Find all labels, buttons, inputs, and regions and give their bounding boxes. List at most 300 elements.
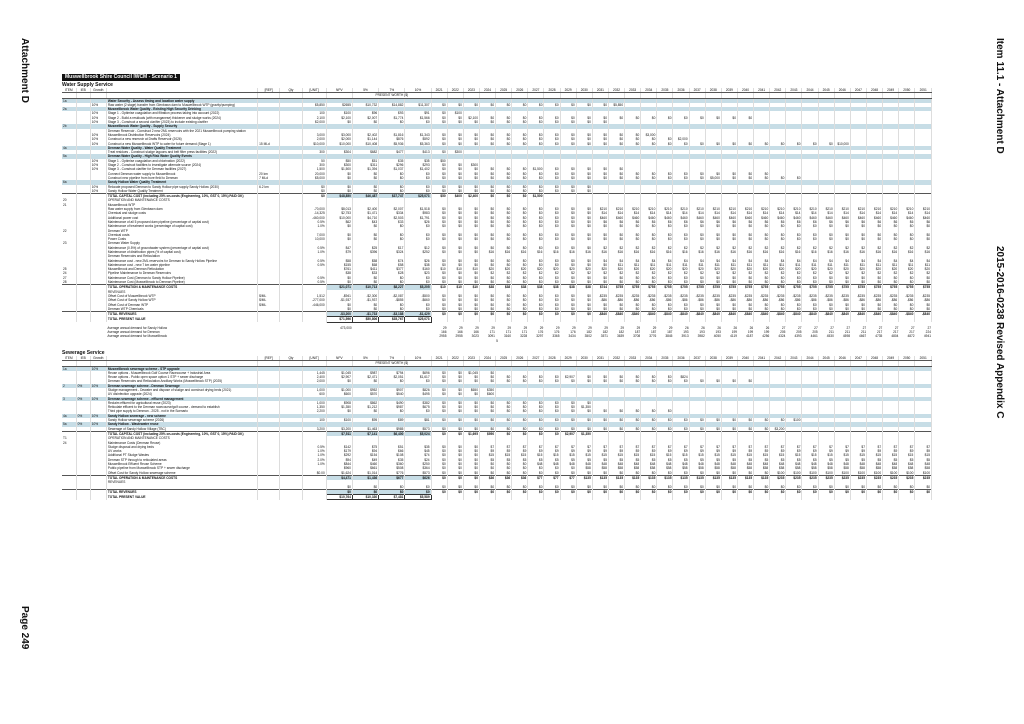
average-year-value: 27: [781, 325, 786, 330]
year-value-cell: $0: [866, 237, 882, 241]
description-cell: Denman sewerage scheme - Denman Sewerage: [106, 384, 257, 388]
description-cell: Chemical costs: [106, 233, 257, 237]
pv3-cell: $35: [379, 159, 405, 163]
year-value-cell: $0: [673, 172, 689, 176]
year-value-cell: $7: [625, 445, 641, 449]
year-value-cell: $0: [463, 471, 479, 476]
average-qty: 473,000: [340, 325, 352, 330]
year-value-cell: $0: [866, 280, 882, 285]
year-value-cell: $0: [512, 489, 528, 494]
year-value-cell: $0: [479, 137, 495, 141]
year-value-cell: $0: [689, 418, 705, 422]
year-value-cell: $0: [479, 485, 495, 490]
ref-cell: $/ML: [258, 303, 280, 307]
year-value-cell: $100: [447, 111, 463, 115]
year-value-cell: $460: [802, 216, 818, 220]
year-value-cell: [737, 317, 753, 322]
item-cell: 2a: [62, 107, 76, 111]
year-value-cell: $1,045: [463, 371, 479, 375]
year-value-cell: $755: [737, 285, 753, 290]
average-year-value: 3091: [487, 334, 495, 339]
year-value-cell: $0: [447, 298, 463, 302]
description-cell: Maintenance Cost (Denman to Sandy Hollow Pipeline): [106, 276, 257, 280]
year-value-cell: $0: [544, 307, 560, 312]
year-value-cell: $20: [899, 267, 915, 271]
pv1-cell: $2,907: [326, 375, 352, 379]
pv4-cell: $573: [405, 427, 431, 432]
pv2-cell: $10,330: [352, 495, 378, 500]
year-value-cell: $0: [496, 409, 512, 413]
year-value-cell: $0: [608, 418, 624, 422]
npv-cell: -460,000: [302, 216, 326, 220]
year-value-cell: $9: [818, 449, 834, 453]
year-value-cell: $0: [431, 216, 447, 220]
year-value-cell: $0: [447, 375, 463, 379]
year-value-cell: $0: [576, 189, 592, 194]
year-value-cell: $135: [754, 475, 770, 480]
year-header: 2029: [560, 88, 576, 93]
col-pv1-header: 5%: [352, 88, 378, 93]
year-value-cell: $9: [608, 449, 624, 453]
year-value-cell: $0: [496, 194, 512, 199]
year-value-cell: $20: [528, 267, 544, 271]
year-value-cell: $0: [625, 116, 641, 120]
year-value-cell: $10: [463, 285, 479, 290]
year-value-cell: $210: [899, 207, 915, 211]
year-value-cell: $0: [431, 489, 447, 494]
average-year-value: 171: [489, 330, 495, 335]
year-value-cell: $2: [866, 246, 882, 250]
year-value-cell: $0: [915, 280, 932, 285]
year-value-cell: -$840: [834, 312, 850, 317]
year-value-cell: $0: [560, 466, 576, 470]
year-value-cell: $5: [705, 458, 721, 462]
year-value-cell: $10: [431, 267, 447, 271]
item-cell: 2b: [62, 124, 76, 128]
year-value-cell: $6: [866, 220, 882, 224]
year-value-cell: [705, 317, 721, 322]
year-value-cell: $15: [899, 453, 915, 457]
year-value-cell: $0: [512, 133, 528, 137]
year-value-cell: $0: [512, 167, 528, 171]
average-year-value: 193: [699, 330, 705, 335]
year-value-cell: $0: [479, 142, 495, 146]
year-value-cell: -$86: [770, 298, 786, 302]
year-value-cell: $5: [560, 458, 576, 462]
year-value-cell: $135: [625, 475, 641, 480]
year-value-cell: $0: [528, 401, 544, 405]
growth-cell: 10%: [90, 397, 106, 401]
year-value-cell: $0: [850, 307, 866, 312]
year-header: 2023: [463, 88, 479, 93]
year-value-cell: $16: [576, 250, 592, 254]
year-value-cell: $48: [689, 462, 705, 466]
year-value-cell: $0: [576, 485, 592, 490]
year-value-cell: $0: [512, 194, 528, 199]
year-value-cell: $0: [560, 103, 576, 107]
year-value-cell: -$86: [705, 298, 721, 302]
year-value-cell: $0: [657, 276, 673, 280]
year-value-cell: $100: [899, 471, 915, 476]
year-value-cell: $0: [560, 379, 576, 383]
year-value-cell: $0: [512, 298, 528, 302]
year-value-cell: -$86: [754, 298, 770, 302]
col-unit-header: [UNIT]: [302, 88, 326, 93]
pv4-cell: $293: [405, 163, 431, 167]
year-value-cell: $0: [496, 167, 512, 171]
pv4-cell: $0: [405, 172, 431, 176]
year-value-cell: $0: [673, 427, 689, 432]
year-value-cell: $14: [721, 211, 737, 215]
year-value-cell: $0: [721, 418, 737, 422]
pv1-cell: $7,511: [326, 431, 352, 436]
year-value-cell: $135: [673, 475, 689, 480]
year-value-cell: [479, 317, 495, 322]
year-value-cell: $0: [512, 142, 528, 146]
year-value-cell: $11: [641, 263, 657, 267]
year-value-cell: $15: [496, 453, 512, 457]
year-value-cell: $0: [528, 189, 544, 194]
year-value-cell: $20: [689, 267, 705, 271]
year-value-cell: $0: [463, 246, 479, 250]
year-value-cell: $15: [512, 453, 528, 457]
average-year-value: 29: [620, 325, 625, 330]
year-value-cell: $9: [802, 449, 818, 453]
average-year-value: 211: [844, 330, 850, 335]
year-value-cell: $0: [592, 224, 608, 228]
year-value-cell: $0: [431, 401, 447, 405]
year-value-cell: $0: [883, 303, 899, 307]
year-value-cell: -$86: [641, 298, 657, 302]
year-value-cell: $0: [802, 224, 818, 228]
year-value-cell: $0: [431, 392, 447, 396]
year-value-cell: $0: [463, 172, 479, 176]
year-value-cell: -$86: [721, 298, 737, 302]
year-value-cell: $0: [528, 172, 544, 176]
year-value-cell: $58: [786, 466, 802, 470]
pv1-cell: $10,000: [326, 216, 352, 220]
year-value-cell: $20: [512, 267, 528, 271]
year-value-cell: $0: [512, 233, 528, 237]
year-value-cell: $0: [544, 137, 560, 141]
year-value-cell: [528, 317, 544, 322]
year-value-cell: $0: [657, 379, 673, 383]
year-value-cell: $210: [915, 207, 932, 211]
description-cell: Power Costs: [106, 237, 257, 241]
year-value-cell: $15: [657, 453, 673, 457]
year-header: 2024: [479, 356, 495, 361]
year-value-cell: $0: [641, 409, 657, 413]
year-value-cell: $0: [431, 431, 447, 436]
description-cell: Offset Cost for Sandy Hollow sewerage scheme: [106, 471, 257, 476]
col-npv-header: NPV: [326, 356, 352, 361]
growth-cell: 10%: [90, 137, 106, 141]
npv-cell: 2,000: [302, 379, 326, 383]
pv3-cell: $2,503: [379, 216, 405, 220]
average-year-value: 176: [554, 330, 560, 335]
year-value-cell: $7: [818, 445, 834, 449]
year-value-cell: $20: [576, 267, 592, 271]
year-value-cell: $0: [625, 172, 641, 176]
year-value-cell: $0: [641, 176, 657, 180]
year-value-cell: -$235: [608, 294, 624, 298]
year-value-cell: $0: [592, 237, 608, 241]
year-value-cell: $0: [754, 142, 770, 146]
year-value-cell: -$840: [608, 312, 624, 317]
description-cell: Raw water (2 stage) transfer from Glenbawn dam to Muswellbrook WTP (gravity/pumping): [106, 103, 257, 107]
year-value-cell: $0: [721, 489, 737, 494]
pv3-cell: $477: [379, 150, 405, 154]
pv3-cell: $0: [379, 233, 405, 237]
growth-cell: 10%: [90, 414, 106, 418]
present-worth-header: PRESENT WORTH ($): [352, 361, 431, 366]
ieb-cell: 0%: [76, 384, 90, 388]
year-value-cell: $16: [754, 250, 770, 254]
description-cell: Muswellbrook sewerage scheme - STP upgrade: [106, 366, 257, 371]
year-value-cell: $0: [544, 116, 560, 120]
year-value-cell: $0: [721, 471, 737, 476]
year-value-cell: $0: [463, 259, 479, 263]
year-header: 2039: [721, 356, 737, 361]
year-value-cell: $0: [528, 485, 544, 490]
npv-cell: 100: [302, 111, 326, 115]
pv3-cell: $2,051: [379, 375, 405, 379]
description-cell: Maintenance cost - new 7 km water pipeline: [106, 263, 257, 267]
item-cell: 27: [62, 276, 76, 280]
pv4-cell: -$500: [405, 294, 431, 298]
year-value-cell: $0: [818, 303, 834, 307]
year-value-cell: $755: [689, 285, 705, 290]
year-value-cell: $0: [608, 237, 624, 241]
col-item-header: ITEM: [62, 356, 76, 361]
year-value-cell: $0: [754, 280, 770, 285]
npv-cell: 1,512: [302, 294, 326, 298]
year-value-cell: $0: [883, 280, 899, 285]
year-value-cell: $0: [625, 224, 641, 228]
pv4-cell: $252: [405, 250, 431, 254]
year-value-cell: $0: [447, 485, 463, 490]
average-year-value: 187: [667, 330, 673, 335]
year-value-cell: [899, 317, 915, 322]
year-value-cell: $0: [463, 176, 479, 180]
year-value-cell: $460: [850, 216, 866, 220]
pv1-cell: -$1,937: [326, 298, 352, 302]
year-value-cell: $0: [608, 172, 624, 176]
year-value-cell: $0: [721, 233, 737, 237]
year-value-cell: $6: [915, 220, 932, 224]
year-value-cell: $0: [463, 263, 479, 267]
growth-cell: 10%: [90, 185, 106, 189]
year-value-cell: $210: [786, 207, 802, 211]
year-value-cell: -$840: [673, 312, 689, 317]
year-value-cell: $210: [625, 207, 641, 211]
year-value-cell: $0: [528, 233, 544, 237]
year-value-cell: $4: [850, 259, 866, 263]
year-value-cell: $0: [463, 271, 479, 275]
year-value-cell: $0: [479, 167, 495, 171]
year-value-cell: $0: [576, 233, 592, 237]
year-value-cell: $0: [866, 224, 882, 228]
average-year-value: 29: [668, 325, 673, 330]
year-value-cell: $0: [431, 111, 447, 115]
pv4-cell: $0: [405, 379, 431, 383]
year-header: 2041: [754, 356, 770, 361]
pv2-cell: $1,212: [352, 405, 378, 409]
col-growth-header: Growth: [90, 356, 106, 361]
present-value-row: [62, 317, 932, 322]
year-value-cell: $1,350: [576, 405, 592, 409]
pv2-cell: $94: [352, 449, 378, 453]
year-value-cell: $5: [625, 458, 641, 462]
year-value-cell: -$86: [866, 298, 882, 302]
year-value-cell: $7: [770, 445, 786, 449]
year-value-cell: $11: [770, 263, 786, 267]
year-value-cell: $2: [721, 246, 737, 250]
year-value-cell: $0: [496, 120, 512, 124]
year-value-cell: $15: [705, 453, 721, 457]
year-value-cell: $0: [447, 392, 463, 396]
year-value-cell: $0: [883, 233, 899, 237]
year-value-cell: $0: [463, 237, 479, 241]
year-value-cell: $0: [576, 303, 592, 307]
col-pv2-header: 7%: [379, 356, 405, 361]
year-value-cell: $0: [447, 294, 463, 298]
pv4-cell: $35: [405, 445, 431, 449]
year-value-cell: $9: [883, 449, 899, 453]
year-value-cell: $38: [528, 285, 544, 290]
average-year-value: 3982: [697, 334, 705, 339]
average-year-value: 2955: [439, 334, 447, 339]
year-value-cell: $0: [689, 224, 705, 228]
description-cell: Denman WTP: [106, 229, 257, 233]
year-value-cell: $0: [544, 237, 560, 241]
pv2-cell: $68: [352, 263, 378, 267]
col-pv3-header: 10%: [405, 356, 431, 361]
year-value-cell: $0: [689, 303, 705, 307]
description-cell: Muswellbrook and Denman Reticulation: [106, 267, 257, 271]
year-value-cell: $48: [705, 462, 721, 466]
year-value-cell: $0: [431, 466, 447, 470]
year-value-cell: $20: [737, 267, 753, 271]
pv3-cell: $35,767: [379, 317, 405, 322]
year-value-cell: $0: [754, 172, 770, 176]
year-value-cell: $0: [431, 312, 447, 317]
year-value-cell: $0: [479, 189, 495, 194]
year-value-cell: $16: [689, 250, 705, 254]
year-value-cell: $0: [431, 379, 447, 383]
pv3-cell: $987: [379, 405, 405, 409]
pv1-cell: $4,471: [326, 475, 352, 480]
year-value-cell: $0: [496, 298, 512, 302]
year-header: 2042: [770, 356, 786, 361]
year-value-cell: $0: [496, 280, 512, 285]
average-year-value: 187: [634, 330, 641, 335]
description-cell: Sludge disposal and drying beds: [106, 445, 257, 449]
year-value-cell: $0: [592, 176, 608, 180]
year-value-cell: $7: [673, 445, 689, 449]
year-header: 2051: [915, 356, 932, 361]
pv1-cell: $71,596: [326, 317, 352, 322]
pv1-cell: $0: [326, 233, 352, 237]
year-value-cell: $600: [479, 392, 495, 396]
pv4-cell: $1,402: [405, 167, 431, 171]
pv2-cell: $460: [352, 462, 378, 466]
year-value-cell: $0: [899, 485, 915, 490]
year-value-cell: $0: [544, 185, 560, 189]
year-value-cell: $0: [576, 427, 592, 432]
year-value-cell: $48: [576, 462, 592, 466]
year-value-cell: $0: [834, 224, 850, 228]
pv3-cell: $776: [379, 471, 405, 476]
year-value-cell: $0: [447, 137, 463, 141]
year-value-cell: $0: [431, 142, 447, 146]
year-value-cell: $0: [447, 116, 463, 120]
average-year-value: 29: [523, 325, 528, 330]
item-cell: 20: [62, 198, 76, 202]
pv1-cell: $761: [326, 267, 352, 271]
year-value-cell: $48: [560, 462, 576, 466]
year-value-cell: $0: [592, 485, 608, 490]
year-value-cell: $0: [544, 485, 560, 490]
year-value-cell: $0: [528, 427, 544, 432]
year-value-cell: $0: [496, 137, 512, 141]
year-value-cell: $14: [850, 211, 866, 215]
item-cell: 3: [62, 397, 76, 401]
year-value-cell: $0: [834, 303, 850, 307]
year-value-cell: $16: [850, 250, 866, 254]
description-cell: TOTAL OPERATION & MAINTENANCE COSTS: [106, 285, 257, 290]
year-value-cell: $0: [431, 116, 447, 120]
year-header: 2038: [705, 356, 721, 361]
pv2-cell: $1,394: [352, 167, 378, 171]
year-value-cell: -$840: [657, 312, 673, 317]
year-value-cell: $0: [625, 303, 641, 307]
year-value-cell: $0: [431, 189, 447, 194]
year-value-cell: $235: [818, 475, 834, 480]
year-header: 2039: [721, 88, 737, 93]
year-value-cell: [625, 317, 641, 322]
year-value-cell: $135: [641, 475, 657, 480]
year-value-cell: $48: [834, 462, 850, 466]
year-value-cell: -$235: [802, 294, 818, 298]
year-value-cell: $2: [802, 246, 818, 250]
year-value-cell: $0: [673, 307, 689, 312]
year-value-cell: $0: [512, 471, 528, 476]
year-value-cell: $0: [479, 133, 495, 137]
average-year-value: 27: [894, 325, 899, 330]
npv-cell: 2,400: [302, 375, 326, 379]
year-value-cell: [431, 317, 447, 322]
year-value-cell: $0: [447, 445, 463, 449]
year-value-cell: $20: [754, 267, 770, 271]
pv3-cell: $508: [379, 466, 405, 470]
present-worth-header: PRESENT WORTH ($): [352, 93, 431, 98]
year-value-cell: $0: [479, 237, 495, 241]
year-value-cell: $2: [657, 246, 673, 250]
year-value-cell: $2: [899, 271, 915, 275]
npv-cell: 300: [302, 163, 326, 167]
year-value-cell: $0: [592, 103, 608, 107]
year-value-cell: $0: [592, 303, 608, 307]
year-value-cell: $0: [641, 233, 657, 237]
year-header: 2025: [496, 88, 512, 93]
year-value-cell: $0: [560, 471, 576, 476]
year-value-cell: $0: [447, 401, 463, 405]
average-year-value: 27: [846, 325, 850, 330]
year-value-cell: $0: [866, 489, 882, 494]
growth-cell: 10%: [90, 189, 106, 194]
col-unit-header: [UNIT]: [302, 356, 326, 361]
